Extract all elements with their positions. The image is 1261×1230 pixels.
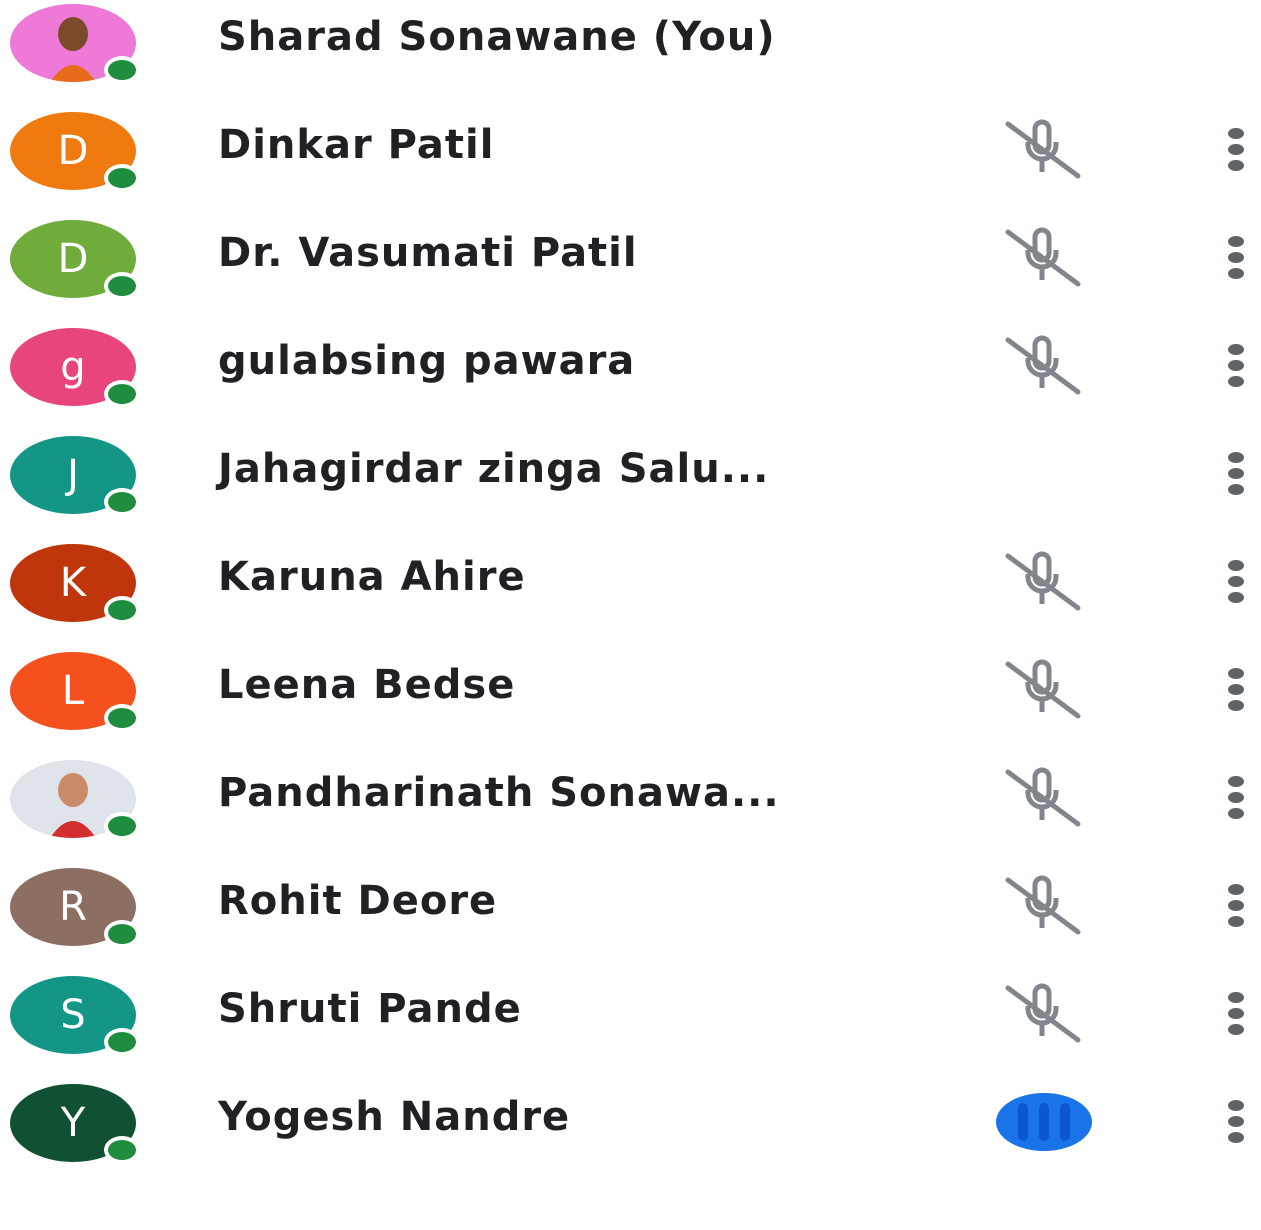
participant-name: Rohit Deore: [218, 878, 498, 924]
avatar-initial: J: [67, 452, 79, 498]
participant-row[interactable]: [0, 1094, 1261, 1230]
more-options-icon[interactable]: [1226, 1100, 1246, 1144]
more-options-icon[interactable]: [1226, 992, 1246, 1036]
mic-muted-icon: [1000, 760, 1084, 836]
avatar-initial: R: [59, 884, 87, 930]
avatar-initial: D: [57, 236, 89, 282]
online-status-icon: [104, 272, 140, 300]
mic-muted-icon: [1000, 868, 1084, 944]
online-status-icon: [104, 1028, 140, 1056]
more-options-icon[interactable]: [1226, 776, 1246, 820]
mic-muted-icon: [1000, 976, 1084, 1052]
mic-muted-icon: [1000, 544, 1084, 620]
mic-muted-icon: [1000, 220, 1084, 296]
more-options-icon[interactable]: [1226, 668, 1246, 712]
avatar-initial: K: [59, 560, 87, 606]
more-options-icon[interactable]: [1226, 128, 1246, 172]
online-status-icon: [104, 164, 140, 192]
online-status-icon: [104, 812, 140, 840]
more-options-icon[interactable]: [1226, 236, 1246, 280]
avatar-initial: Y: [60, 1100, 86, 1146]
speaking-indicator-icon: [996, 1093, 1092, 1151]
online-status-icon: [104, 56, 140, 84]
participant-name: Dinkar Patil: [218, 122, 495, 168]
more-options-icon[interactable]: [1226, 560, 1246, 604]
more-options-icon[interactable]: [1226, 884, 1246, 928]
online-status-icon: [104, 1136, 140, 1164]
avatar-initial: L: [61, 668, 85, 714]
participant-name: Sharad Sonawane (You): [218, 14, 776, 60]
participant-name: gulabsing pawara: [218, 338, 636, 384]
participant-name: Jahagirdar zinga Salu...: [218, 446, 770, 492]
participant-name: Leena Bedse: [218, 662, 516, 708]
online-status-icon: [104, 704, 140, 732]
more-options-icon[interactable]: [1226, 452, 1246, 496]
online-status-icon: [104, 920, 140, 948]
more-options-icon[interactable]: [1226, 344, 1246, 388]
mic-muted-icon: [1000, 112, 1084, 188]
participant-name: Yogesh Nandre: [218, 1094, 571, 1140]
participant-name: Karuna Ahire: [218, 554, 526, 600]
mic-muted-icon: [1000, 652, 1084, 728]
participant-name: Pandharinath Sonawa...: [218, 770, 780, 816]
online-status-icon: [104, 380, 140, 408]
avatar-initial: g: [60, 344, 86, 390]
online-status-icon: [104, 488, 140, 516]
online-status-icon: [104, 596, 140, 624]
participant-name: Dr. Vasumati Patil: [218, 230, 638, 276]
avatar-initial: S: [60, 992, 86, 1038]
avatar-initial: D: [57, 128, 89, 174]
participant-name: Shruti Pande: [218, 986, 522, 1032]
mic-muted-icon: [1000, 328, 1084, 404]
